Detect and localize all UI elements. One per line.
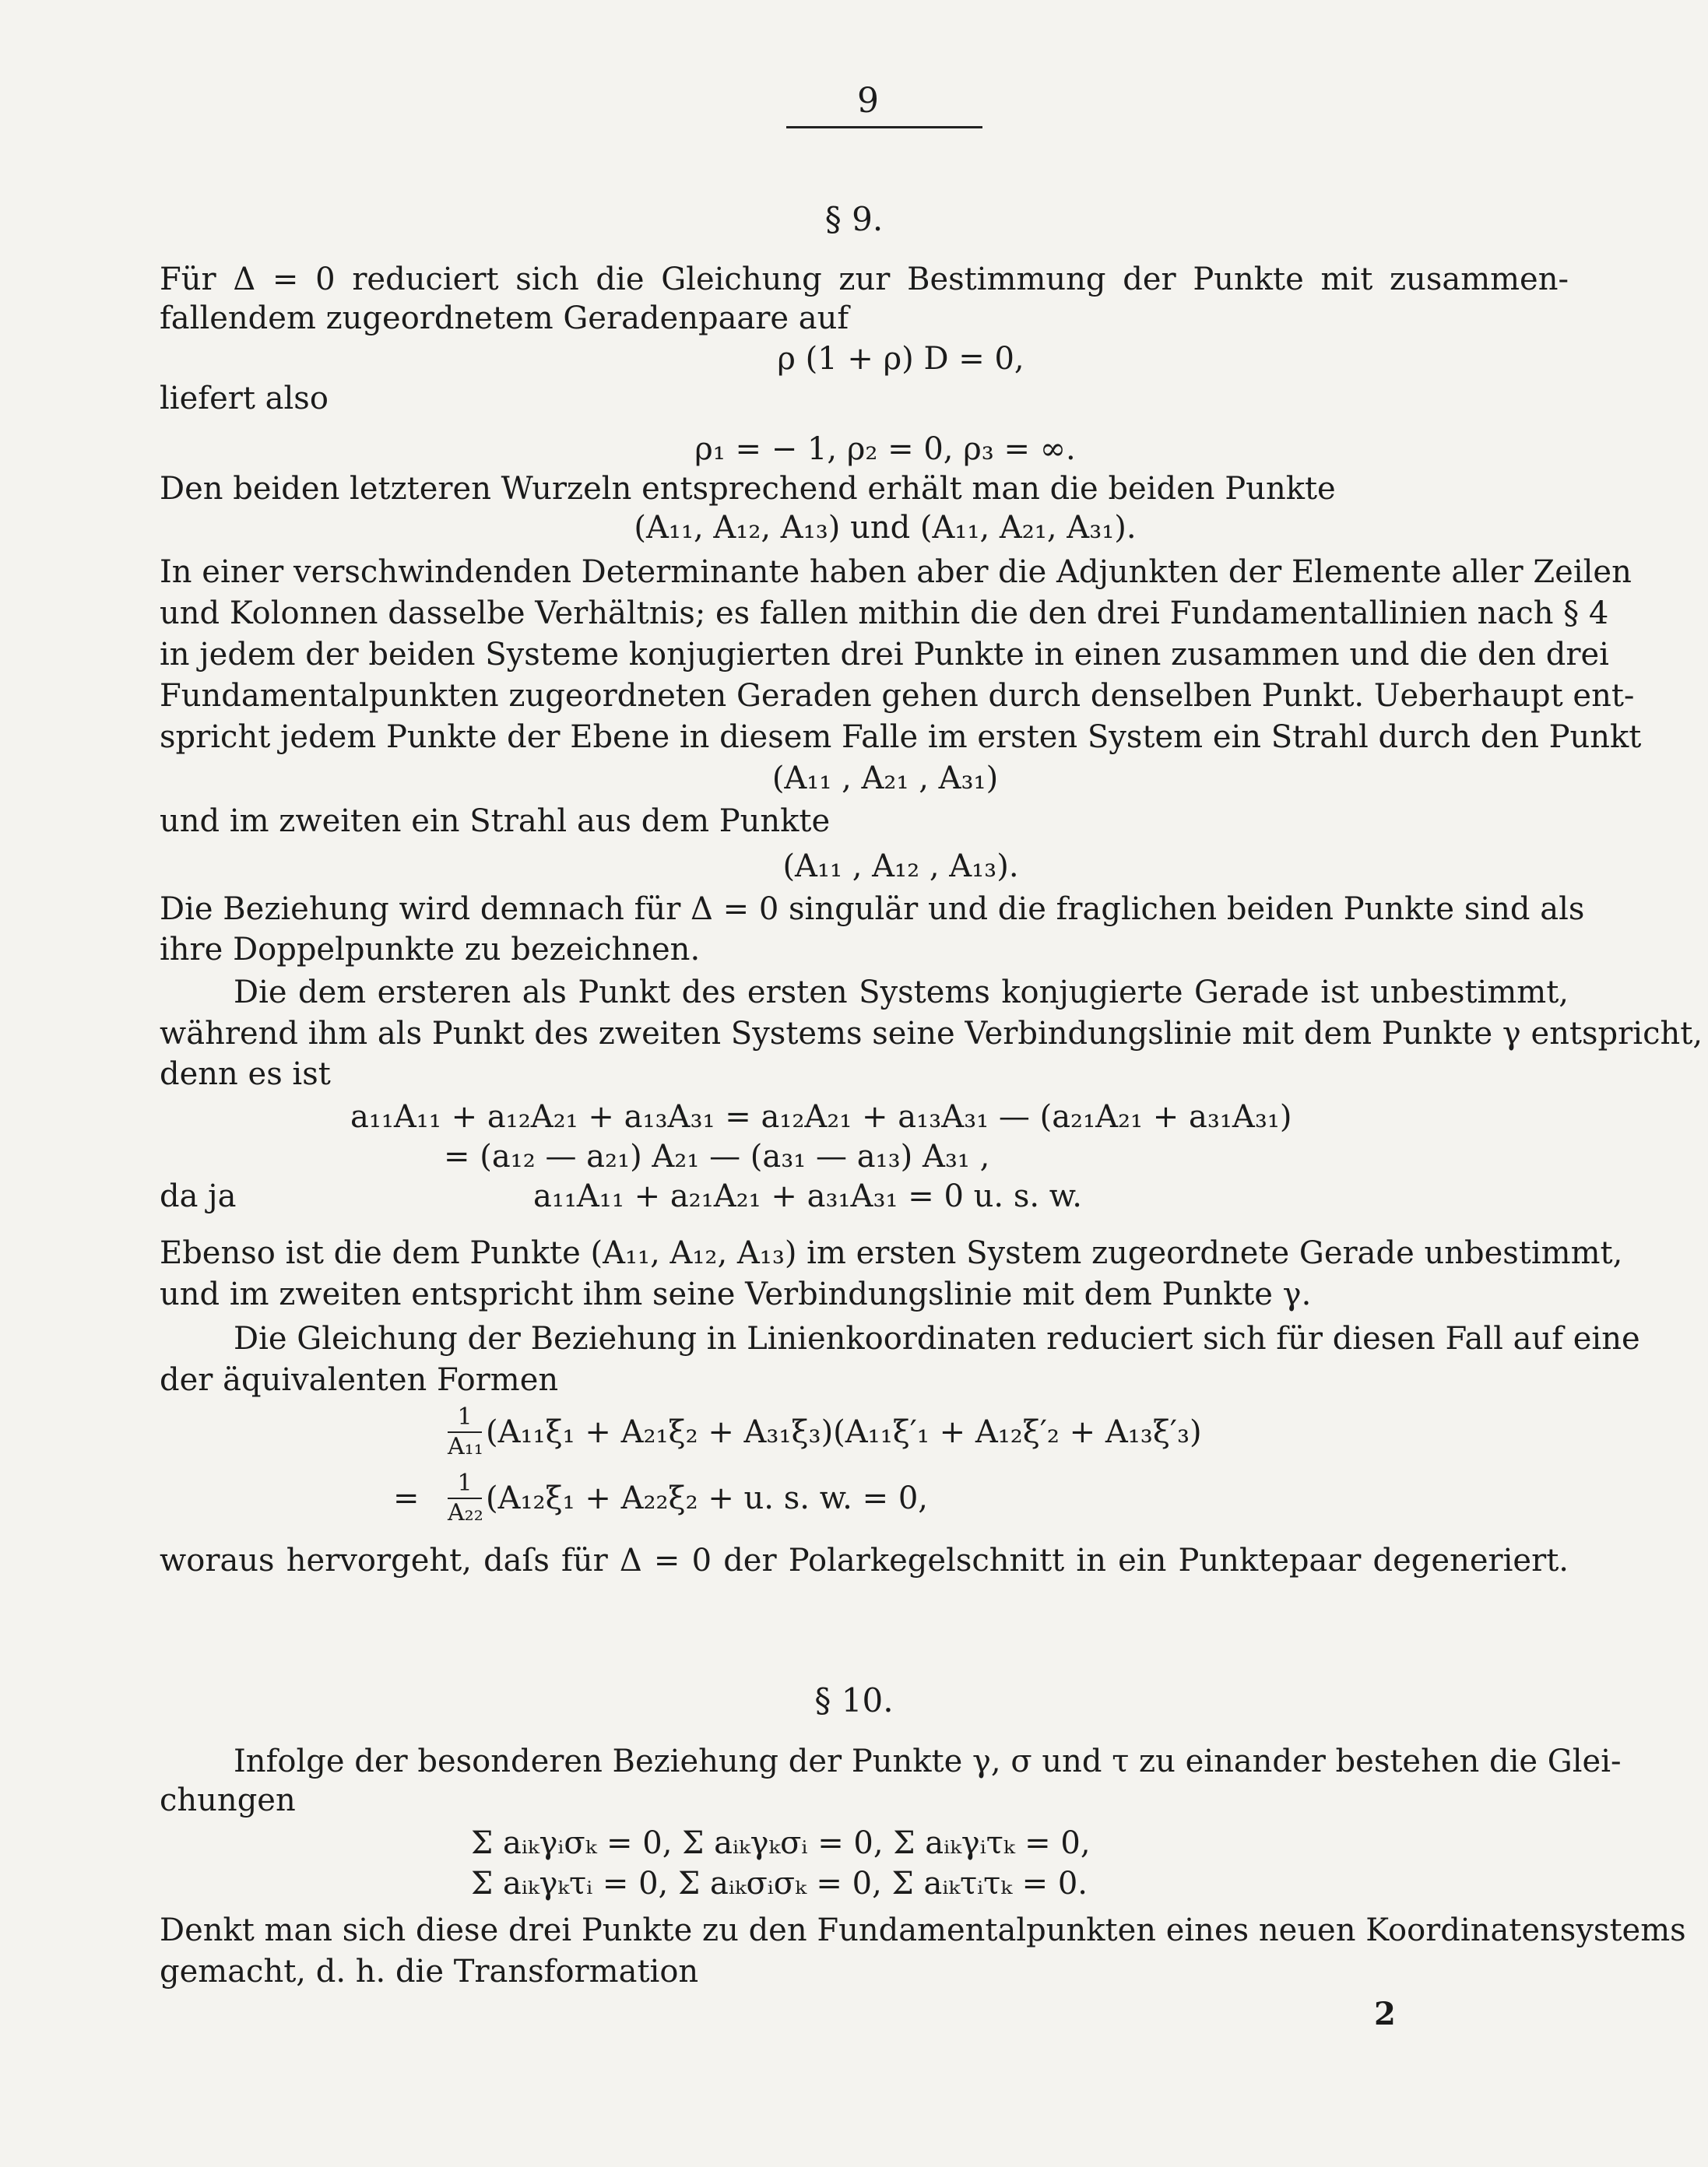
equation: a₁₁A₁₁ + a₁₂A₂₁ + a₁₃A₃₁ = a₁₂A₂₁ + a₁₃A₃₁ — (a₂₁A₂₁ + a₃₁A₃₁) <box>350 1099 1292 1135</box>
equation: = (a₁₂ — a₂₁) A₂₁ — (a₃₁ — a₁₃) A₃₁ , <box>444 1139 990 1175</box>
section-heading-10: § 10. <box>814 1681 894 1719</box>
text-line: in jedem der beiden Systeme konjugierten drei Punkte in einen zusammen und die den drei <box>160 637 1609 673</box>
equals-sign: = <box>393 1480 420 1516</box>
equation: (A₁₁ , A₁₂ , A₁₃). <box>782 848 1019 884</box>
fraction-2 <box>448 1471 482 1526</box>
equation: a₁₁A₁₁ + a₂₁A₂₁ + a₃₁A₃₁ = 0 u. s. w. <box>533 1178 1082 1214</box>
text-line: der äquivalenten Formen <box>160 1362 559 1398</box>
text-line: ihre Doppelpunkte zu bezeichnen. <box>160 932 701 968</box>
fraction-1 <box>448 1405 482 1459</box>
text-line: Den beiden letzteren Wurzeln entsprechend erhält man die beiden Punkte <box>160 471 1336 507</box>
text-line: woraus hervorgeht, daſs für Δ = 0 der Polarkegelschnitt in ein Punktepaar degeneriert. <box>160 1543 1569 1579</box>
text-line: da ja <box>160 1178 237 1214</box>
text-line: chungen <box>160 1782 296 1818</box>
equation: Σ aᵢₖγₖτᵢ = 0, Σ aᵢₖσᵢσₖ = 0, Σ aᵢₖτᵢτₖ = 0. <box>471 1866 1088 1902</box>
text-line: gemacht, d. h. die Transformation <box>160 1954 699 1990</box>
text-line: Die Gleichung der Beziehung in Linienkoordinaten reduciert sich für diesen Fall auf eine <box>234 1321 1640 1357</box>
fraction-denominator: A₂₂ <box>448 1499 483 1526</box>
text-line: Für Δ = 0 reduciert sich die Gleichung zur Bestimmung der Punkte mit zusammen- <box>160 262 1569 297</box>
equation: Σ aᵢₖγᵢσₖ = 0, Σ aᵢₖγₖσᵢ = 0, Σ aᵢₖγᵢτₖ = 0, <box>471 1825 1091 1861</box>
equation: ρ (1 + ρ) D = 0, <box>777 341 1024 377</box>
fraction-numerator: 1 <box>457 1470 473 1497</box>
text-line: In einer verschwindenden Determinante haben aber die Adjunkten der Elemente aller Zeilen <box>160 554 1632 590</box>
header-rule <box>786 126 982 128</box>
text-line: Die Beziehung wird demnach für Δ = 0 singulär und die fraglichen beiden Punkte sind als <box>160 891 1585 927</box>
text-line: während ihm als Punkt des zweiten Systems seine Verbindungslinie mit dem Punkte γ entspricht, <box>160 1016 1703 1052</box>
equation: (A₁₁ξ₁ + A₂₁ξ₂ + A₃₁ξ₃)(A₁₁ξ′₁ + A₁₂ξ′₂ + A₁₃ξ′₃) <box>486 1414 1202 1450</box>
text-line: Ebenso ist die dem Punkte (A₁₁, A₁₂, A₁₃) im ersten System zugeordnete Gerade unbestimmt, <box>160 1235 1623 1271</box>
text-line: Die dem ersteren als Punkt des ersten Systems konjugierte Gerade ist unbestimmt, <box>234 975 1569 1010</box>
fraction-denominator: A₁₁ <box>448 1433 483 1460</box>
section-heading-9: § 9. <box>824 200 884 238</box>
text-line: fallendem zugeordnetem Geradenpaare auf <box>160 300 849 336</box>
equation: ρ₁ = − 1, ρ₂ = 0, ρ₃ = ∞. <box>694 431 1076 467</box>
equation: (A₁₁, A₁₂, A₁₃) und (A₁₁, A₂₁, A₃₁). <box>634 510 1137 546</box>
text-line: liefert also <box>160 381 329 416</box>
page-number: 9 <box>857 81 879 121</box>
signature-number: 2 <box>1374 1996 1396 2032</box>
equation: (A₁₂ξ₁ + A₂₂ξ₂ + u. s. w. = 0, <box>486 1480 929 1516</box>
text-line: Denkt man sich diese drei Punkte zu den Fundamentalpunkten eines neuen Koordinatensystems <box>160 1912 1686 1948</box>
text-line: spricht jedem Punkte der Ebene in diesem Falle im ersten System ein Strahl durch den Punkt <box>160 719 1642 755</box>
text-line: und im zweiten ein Strahl aus dem Punkte <box>160 803 831 839</box>
text-line: und Kolonnen dasselbe Verhältnis; es fallen mithin die den drei Fundamentallinien nach § 4 <box>160 595 1609 631</box>
text-line: denn es ist <box>160 1056 331 1092</box>
fraction-numerator: 1 <box>457 1403 473 1431</box>
text-line: Infolge der besonderen Beziehung der Punkte γ, σ und τ zu einander bestehen die Glei- <box>234 1744 1622 1779</box>
equation: (A₁₁ , A₂₁ , A₃₁) <box>771 760 999 796</box>
text-line: und im zweiten entspricht ihm seine Verbindungslinie mit dem Punkte γ. <box>160 1277 1312 1312</box>
text-line: Fundamentalpunkten zugeordneten Geraden gehen durch denselben Punkt. Ueberhaupt ent- <box>160 678 1635 714</box>
